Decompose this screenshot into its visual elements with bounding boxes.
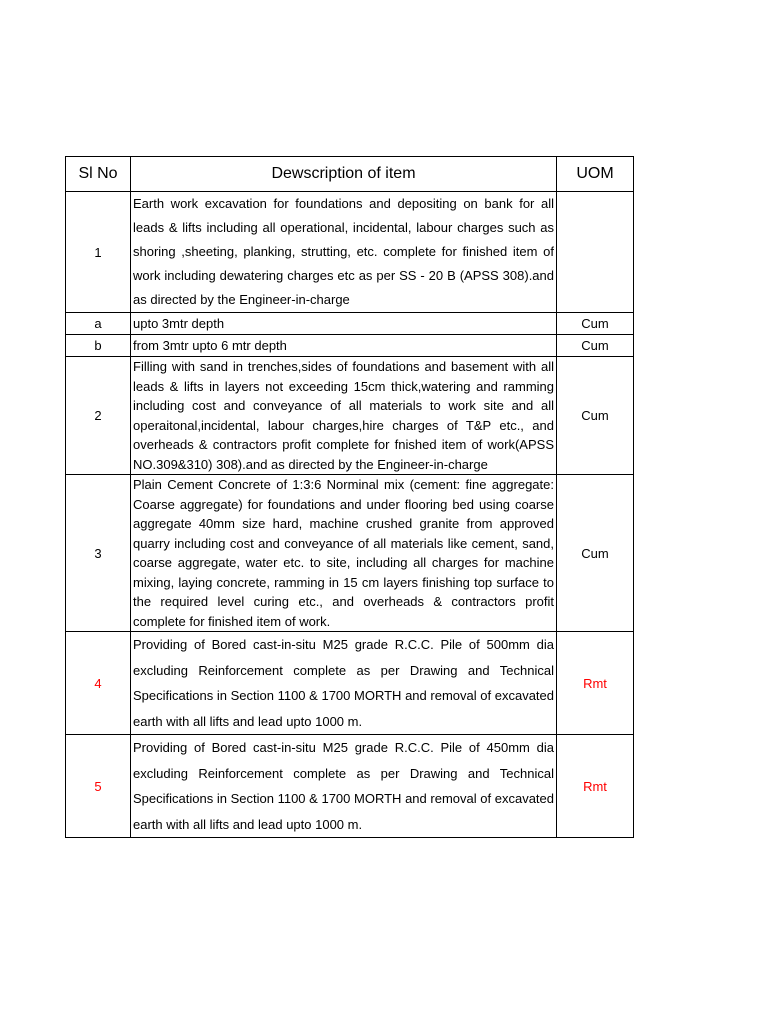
row-sl-no: 3: [66, 475, 131, 632]
table-header-row: [66, 157, 634, 192]
row-description: Providing of Bored cast-in-situ M25 grade R.C.C. Pile of 450mm dia excluding Reinforcement complete as per Drawing and Technical Specifications in Section 1100 & 1700 MORTH and removal of excavated earth with all lifts and lead upto 1000 m.: [131, 735, 557, 838]
row-description: Providing of Bored cast-in-situ M25 grade R.C.C. Pile of 500mm dia excluding Reinforcement complete as per Drawing and Technical Specifications in Section 1100 & 1700 MORTH and removal of excavated earth with all lifts and lead upto 1000 m.: [131, 632, 557, 735]
row-description: from 3mtr upto 6 mtr depth: [131, 335, 557, 357]
row-sl-no: 1: [66, 192, 131, 313]
table-row: [66, 475, 634, 632]
table-row: [66, 632, 634, 735]
row-uom: Cum: [557, 357, 634, 475]
row-sl-no: 5: [66, 735, 131, 838]
header-description: Dewscription of item: [131, 157, 557, 192]
row-description: upto 3mtr depth: [131, 313, 557, 335]
table-row: [66, 735, 634, 838]
header-uom: UOM: [557, 157, 634, 192]
row-sl-no: 2: [66, 357, 131, 475]
boq-table: [65, 156, 634, 838]
table-row: [66, 313, 634, 335]
row-description: Filling with sand in trenches,sides of foundations and basement with all leads & lifts in layers not exceeding 15cm thick,watering and ramming including cost and conveyance of all materials to work site and all operaitonal,incidental, labour charges,hire charges of T&P etc., and overheads & contractors profit complete for fnished item of work(APSS NO.309&310) 308).and as directed by the Engineer-in-charge: [131, 357, 557, 475]
row-description: Earth work excavation for foundations and depositing on bank for all leads & lifts including all operational, incidental, labour charges such as shoring ,sheeting, planking, strutting, etc. complete for finished item of work including dewatering charges etc as per SS - 20 B (APSS 308).and as directed by the Engineer-in-charge: [131, 192, 557, 313]
row-uom: Rmt: [557, 735, 634, 838]
row-sl-no: 4: [66, 632, 131, 735]
row-description: Plain Cement Concrete of 1:3:6 Norminal mix (cement: fine aggregate: Coarse aggregate) for foundations and under flooring bed using coarse aggregate 40mm size hard, machine crushed granite from approved quarry including cost and conveyance of all materials like cement, sand, coarse aggregate, water etc. to site, including all charges for machine mixing, laying concrete, ramming in 15 cm layers finishing top surface to the required level curing etc., and overheads & contractors profit complete for finished item of work.: [131, 475, 557, 632]
table-row: [66, 192, 634, 313]
row-uom: Cum: [557, 335, 634, 357]
row-sl-no: b: [66, 335, 131, 357]
row-sl-no: a: [66, 313, 131, 335]
row-uom: Cum: [557, 313, 634, 335]
row-uom: Rmt: [557, 632, 634, 735]
row-uom: Cum: [557, 475, 634, 632]
row-uom: [557, 192, 634, 313]
table-row: [66, 357, 634, 475]
table-row: [66, 335, 634, 357]
header-sl-no: Sl No: [66, 157, 131, 192]
